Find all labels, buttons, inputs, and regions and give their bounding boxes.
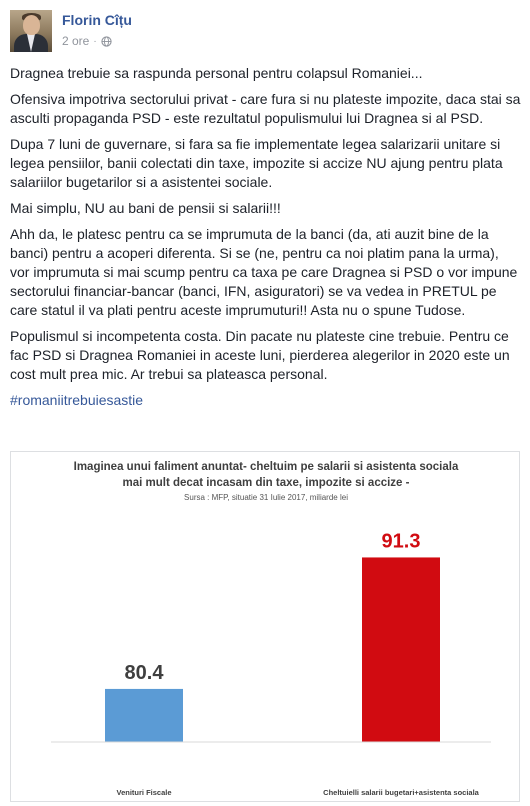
author-name[interactable]: Florin Cîțu: [62, 12, 132, 28]
chart-category-label: Venituri Fiscale: [116, 788, 172, 797]
chart-data-label: 91.3: [381, 530, 421, 553]
chart-bar: [105, 689, 183, 742]
post-paragraph: Dragnea trebuie sa raspunda personal pentru colapsul Romaniei...: [10, 65, 423, 81]
chart-category-label: Cheltuielli salarii bugetari+asistenta sociala: [323, 788, 479, 797]
post-paragraph: Dupa 7 luni de guvernare, si fara sa fie implementate legea salarizarii unitare si legea pensiilor, banii colectati din taxe, impozite si accize NU ajung pentru plata salariilor bugetarilor si a asistentei sociale.: [10, 136, 503, 190]
post-timestamp[interactable]: 2 ore: [62, 34, 90, 48]
post-header: [10, 10, 520, 54]
post-paragraph: Mai simplu, NU au bani de pensii si salarii!!!: [10, 200, 281, 216]
chart-bar: [362, 557, 440, 742]
bar-chart: [11, 452, 521, 803]
post-paragraph: Ahh da, le platesc pentru ca se imprumuta de la banci (da, ati auzit bine de la banci) pentru a acoperi diferenta. Si se (ne, pentru ca noi platim pana la urma), vor imprumuta si mai scump pentru ca taxa pe care Dragnea si PSD o vor impune sectorului financiar-bancar (banci, IFN, asiguratori) se va vedea in PRETUL pe care statul il va plati pentru aceste imprumuturi!! Asta nu o spune Tudose.: [10, 226, 518, 318]
chart-title-line2: mai mult decat incasam din taxe, impozite si accize -: [122, 477, 410, 489]
chart-data-label: 80.4: [124, 661, 164, 684]
chart-image[interactable]: [10, 451, 520, 802]
post-paragraph: Ofensiva impotriva sectorului privat - care fura si nu plateste impozite, daca stai sa asculti propaganda PSD - este rezultatul populismului lui Dragnea si al PSD.: [10, 91, 521, 126]
globe-icon[interactable]: [101, 36, 112, 47]
profile-photo[interactable]: [10, 10, 52, 52]
hashtag-link[interactable]: #romaniitrebuiesastie: [10, 392, 144, 408]
post-paragraph: Populismul si incompetenta costa. Din pacate nu plateste cine trebuie. Pentru ce fac PSD si Dragnea Romaniei in aceste luni, pierderea alegerilor in 2020 este un cost mult prea mic. Ar trebui sa plateasca personal.: [10, 328, 510, 382]
chart-title-line1: Imaginea unui faliment anuntat- cheltuim pe salarii si asistenta sociala: [73, 461, 459, 473]
post-text: [10, 64, 522, 417]
separator-dot: ·: [93, 35, 97, 47]
chart-subtitle: Sursa : MFP, situatie 31 Iulie 2017, miliarde lei: [184, 493, 348, 502]
post-meta: [62, 34, 112, 48]
